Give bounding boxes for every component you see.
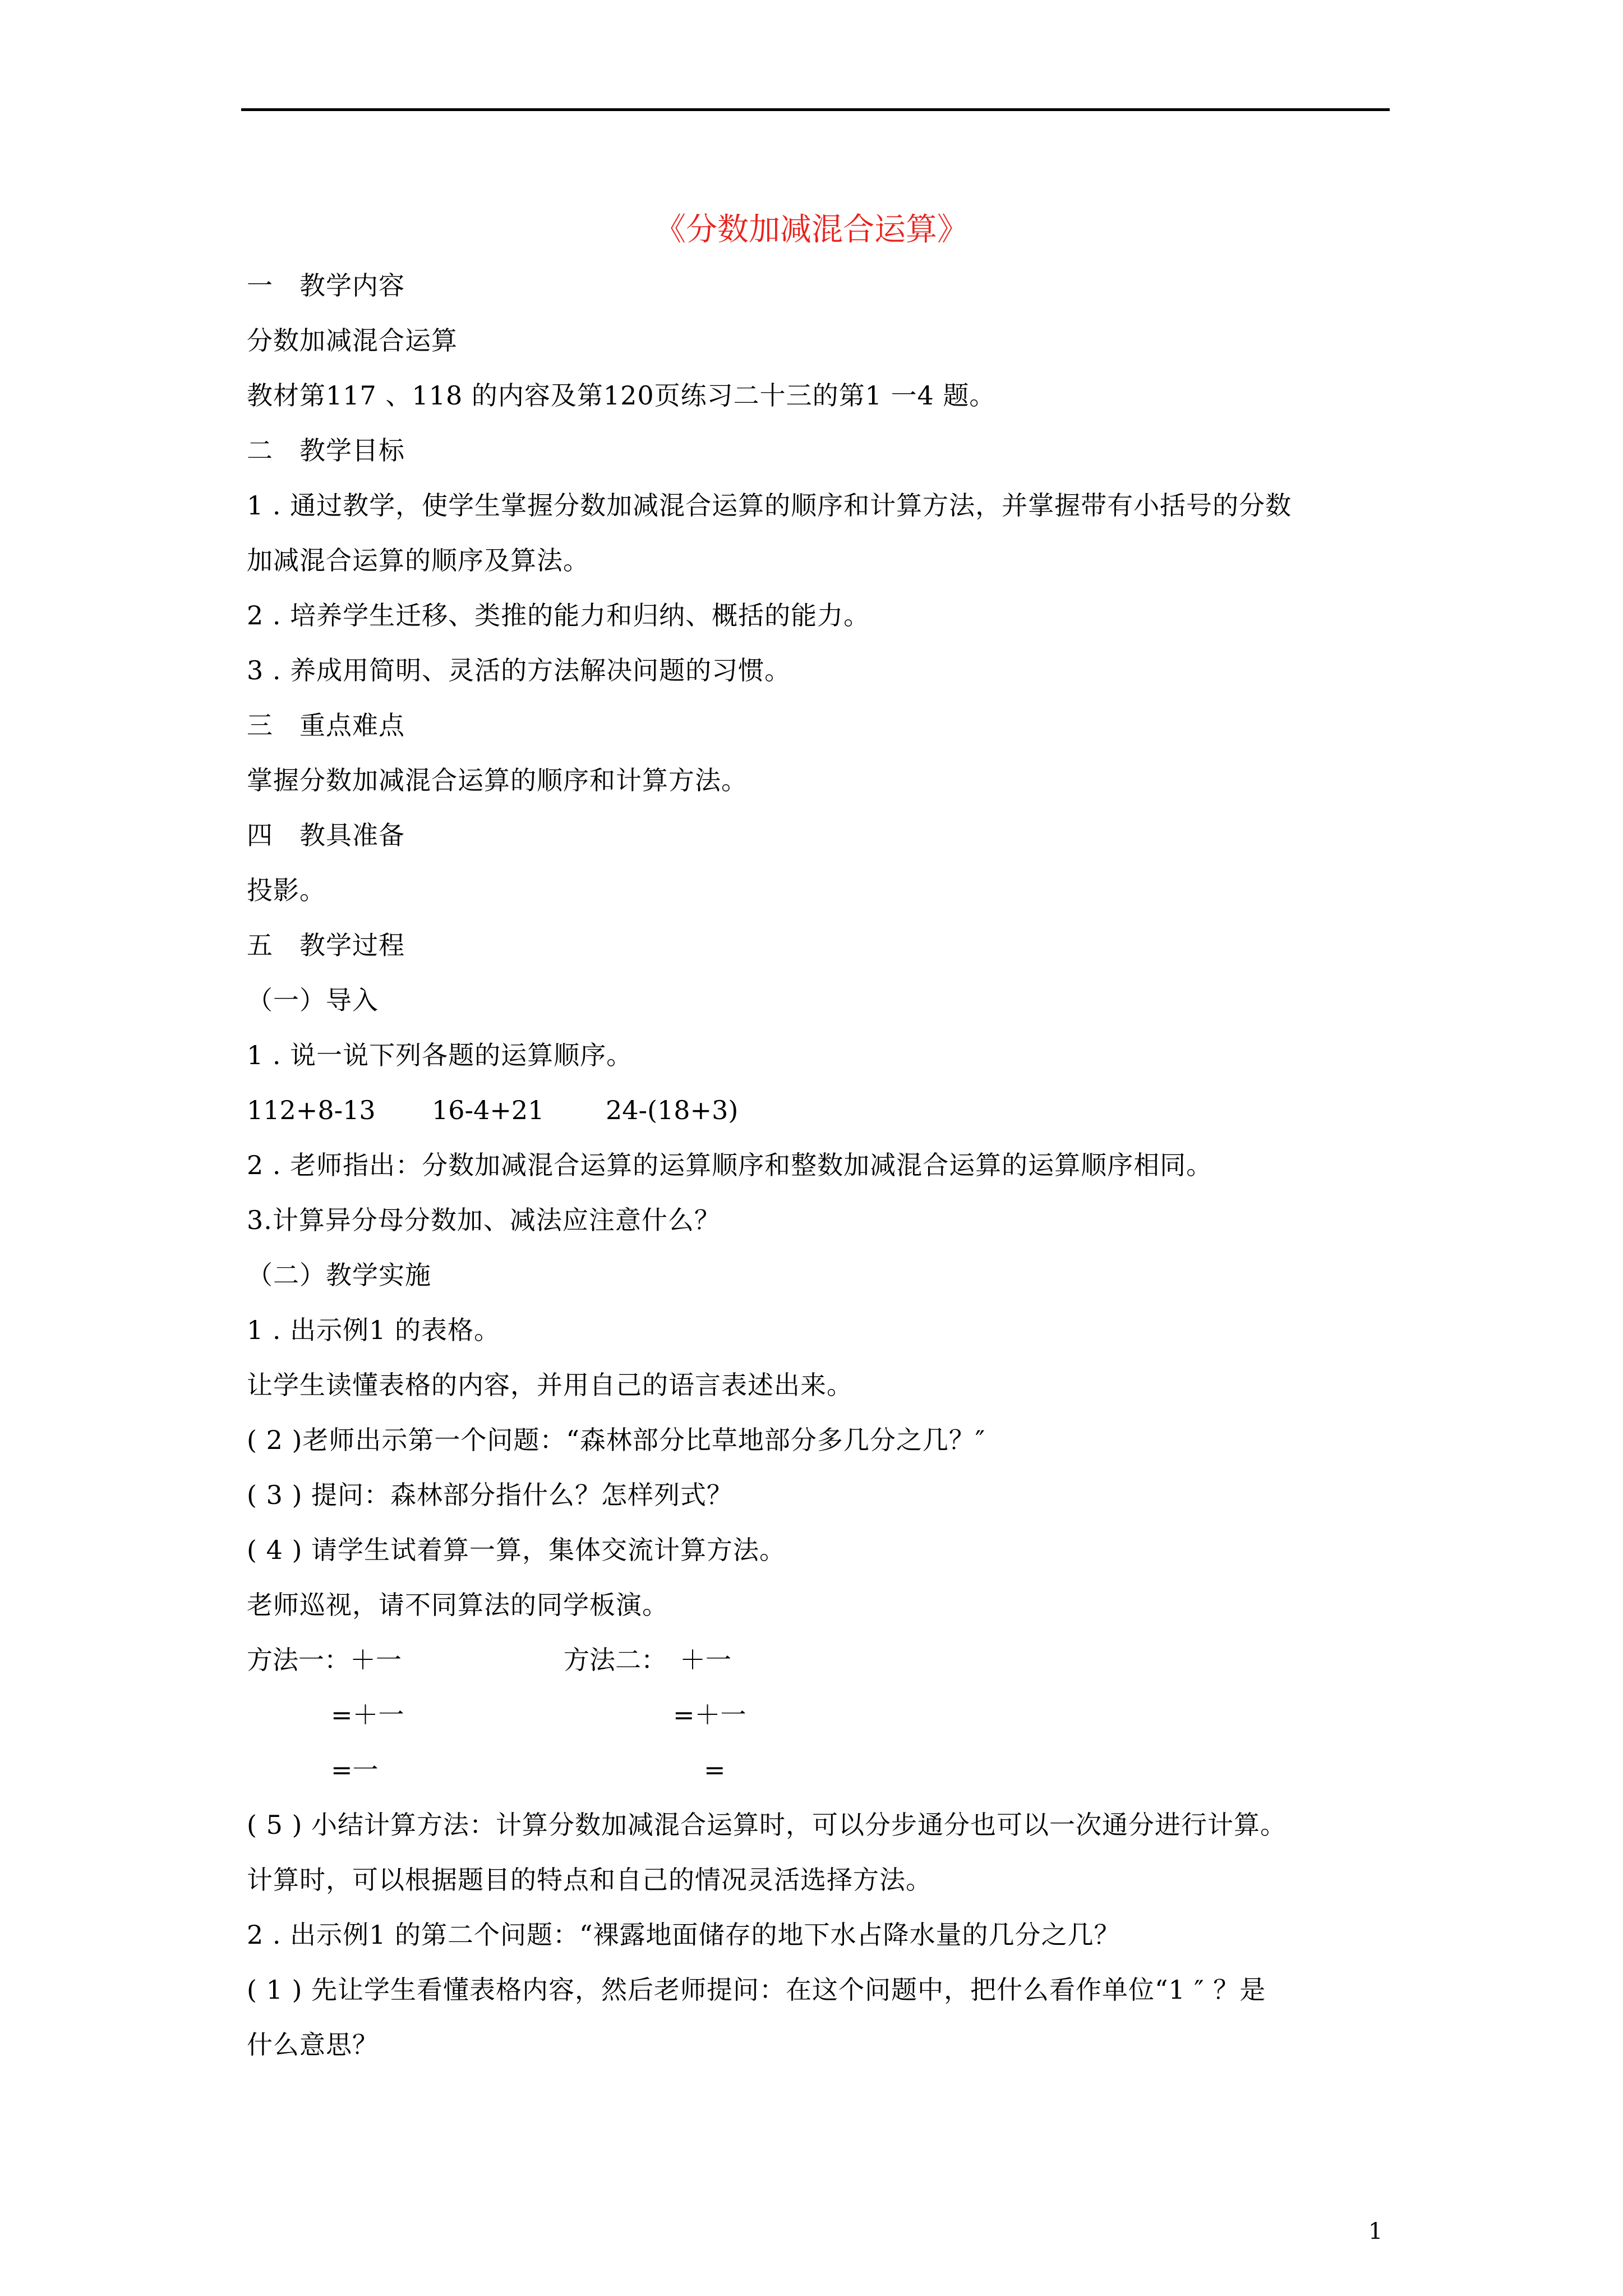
paragraph: 什么意思？ xyxy=(247,2030,379,2060)
paragraph: ( 4 ) 请学生试着算一算，集体交流计算方法。 xyxy=(247,1535,786,1565)
paragraph: 2 . 老师指出：分数加减混合运算的运算顺序和整数加减混合运算的运算顺序相同。 xyxy=(247,1150,1213,1180)
paragraph: 老师巡视，请不同算法的同学板演。 xyxy=(247,1590,668,1620)
section-heading: 二 教学目标 xyxy=(247,435,405,466)
paragraph: ( 2 )老师出示第一个问题：“森林部分比草地部分多几分之几？″ xyxy=(247,1425,986,1455)
paragraph: 投影。 xyxy=(247,875,326,905)
subsection-heading: （二）教学实施 xyxy=(247,1260,431,1290)
document-title: 《分数加减混合运算》 xyxy=(654,211,969,248)
paragraph: ( 3 ) 提问：森林部分指什么？怎样列式？ xyxy=(247,1480,734,1510)
paragraph: 加减混合运算的顺序及算法。 xyxy=(247,545,589,576)
method-two-line-2: =＋一 xyxy=(673,1700,746,1730)
header-rule xyxy=(241,108,1390,111)
paragraph: 教材第117 、118 的内容及第120页练习二十三的第1 一4 题。 xyxy=(247,380,996,411)
expression: 24-(18+3) xyxy=(606,1095,739,1125)
paragraph: 2 . 培养学生迁移、类推的能力和归纳、概括的能力。 xyxy=(247,600,870,631)
paragraph: ( 1 ) 先让学生看懂表格内容，然后老师提问：在这个问题中，把什么看作单位“1 ″ ？是 xyxy=(247,1975,1266,2005)
method-one-line-2: =＋一 xyxy=(331,1700,404,1730)
page-number: 1 xyxy=(1368,2219,1383,2244)
paragraph: 让学生读懂表格的内容，并用自己的语言表述出来。 xyxy=(247,1370,853,1400)
paragraph: 分数加减混合运算 xyxy=(247,325,458,356)
paragraph: 1 . 通过教学，使学生掌握分数加减混合运算的顺序和计算方法，并掌握带有小括号的分数 xyxy=(247,490,1292,521)
method-two-line-1: 方法二： ＋一 xyxy=(564,1645,731,1675)
expression: 112+8-13 xyxy=(247,1095,376,1125)
subsection-heading: （一）导入 xyxy=(247,985,379,1015)
section-heading: 四 教具准备 xyxy=(247,820,405,850)
paragraph: 1 . 说一说下列各题的运算顺序。 xyxy=(247,1040,633,1070)
method-one-line-3: =一 xyxy=(331,1755,379,1785)
method-two-line-3: = xyxy=(704,1755,726,1785)
paragraph: 3 . 养成用简明、灵活的方法解决问题的习惯。 xyxy=(247,655,791,685)
section-heading: 三 重点难点 xyxy=(247,710,405,740)
method-one-line-1: 方法一：＋一 xyxy=(247,1645,402,1675)
paragraph: 计算时，可以根据题目的特点和自己的情况灵活选择方法。 xyxy=(247,1865,932,1895)
expression: 16-4+21 xyxy=(432,1095,545,1125)
section-heading: 五 教学过程 xyxy=(247,930,405,960)
paragraph: 2 . 出示例1 的第二个问题：“裸露地面储存的地下水占降水量的几分之几？ xyxy=(247,1920,1121,1950)
paragraph: 掌握分数加减混合运算的顺序和计算方法。 xyxy=(247,765,748,795)
paragraph: ( 5 ) 小结计算方法：计算分数加减混合运算时，可以分步通分也可以一次通分进行计算。 xyxy=(247,1810,1287,1840)
paragraph: 3.计算异分母分数加、减法应注意什么？ xyxy=(247,1205,721,1235)
paragraph: 1 . 出示例1 的表格。 xyxy=(247,1315,501,1345)
section-heading: 一 教学内容 xyxy=(247,270,405,301)
